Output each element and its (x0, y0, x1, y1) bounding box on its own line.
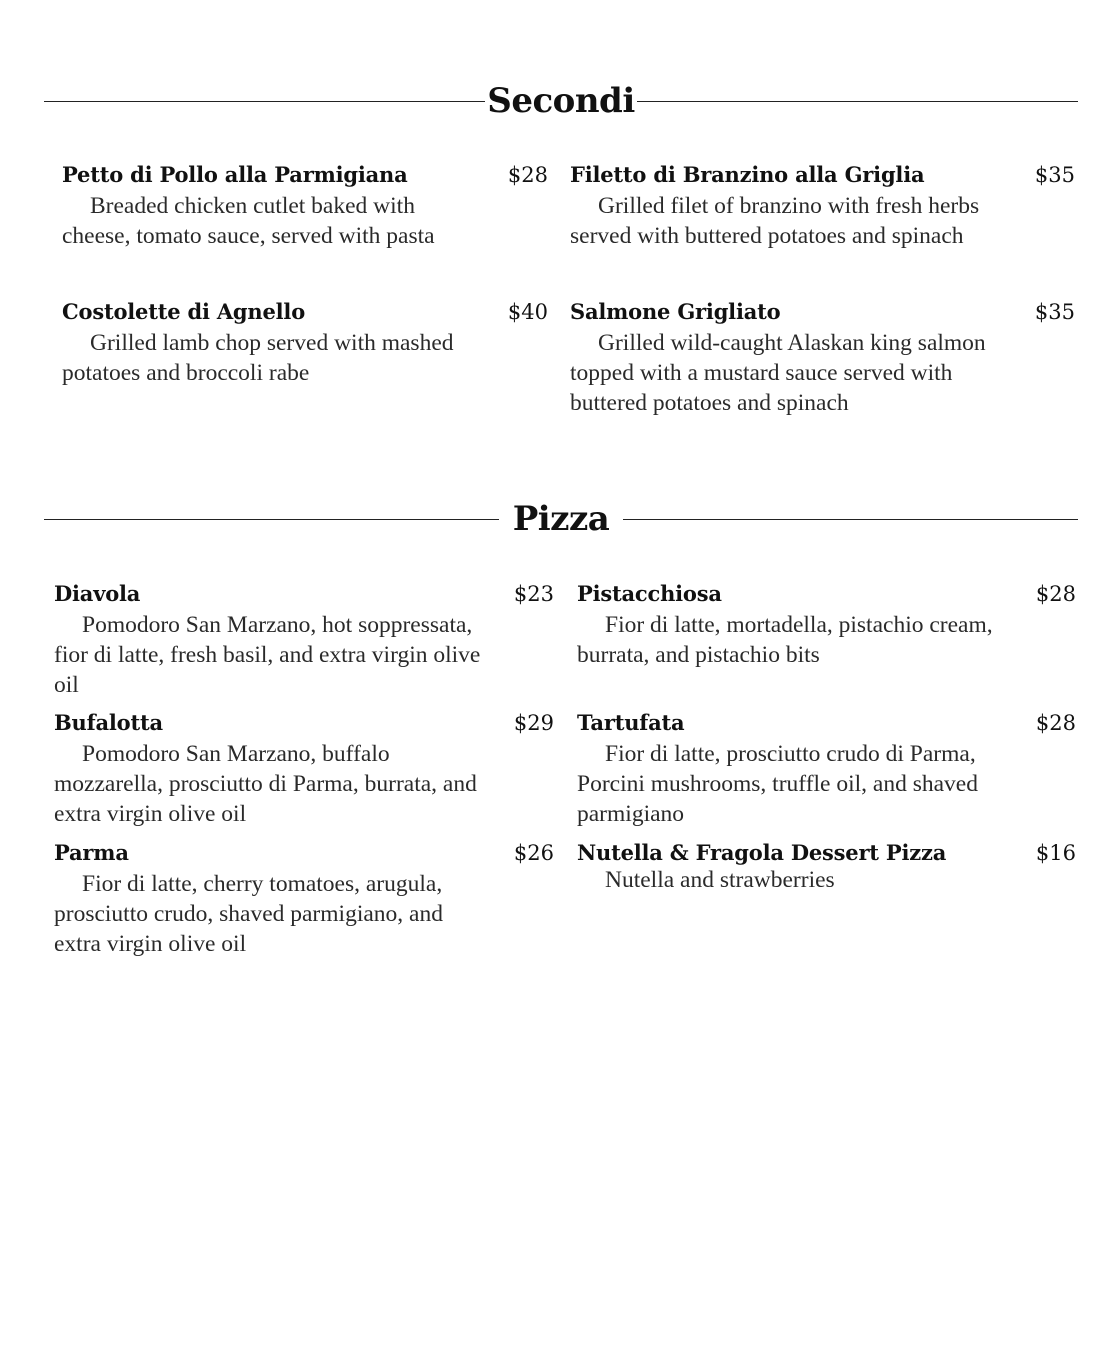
item-description: Grilled filet of branzino with fresh herbs served with buttered potatoes and spinach (570, 193, 980, 249)
item-description: Grilled lamb chop served with mashed potatoes and broccoli rabe (62, 330, 454, 386)
heading-rule-right (623, 519, 1078, 520)
item-description: Pomodoro San Marzano, hot soppressata, fior di latte, fresh basil, and extra virgin olive oil (54, 612, 481, 698)
item-name: Pistacchiosa (577, 581, 722, 606)
section-title-pizza: Pizza (512, 499, 610, 539)
item-price: $16 (1035, 841, 1076, 865)
menu-item (54, 710, 554, 829)
item-price: $35 (1034, 163, 1075, 187)
item-price: $40 (507, 300, 548, 324)
section-title-secondi: Secondi (487, 81, 635, 121)
pizza-heading (44, 499, 1078, 539)
secondi-heading (44, 81, 1078, 121)
menu-item (577, 581, 1076, 670)
menu-item (62, 162, 548, 251)
item-description: Breaded chicken cutlet baked with cheese, tomato sauce, served with pasta (62, 193, 435, 249)
menu-item (577, 840, 1076, 895)
menu-item (62, 299, 548, 388)
heading-rule-left (44, 101, 485, 102)
item-name: Diavola (54, 581, 141, 606)
item-price: $28 (507, 163, 548, 187)
item-price: $26 (513, 841, 554, 865)
item-price: $23 (513, 582, 554, 606)
item-name: Parma (54, 840, 129, 865)
item-description: Fior di latte, cherry tomatoes, arugula, prosciutto crudo, shaved parmigiano, and extra virgin olive oil (54, 871, 443, 957)
item-name: Nutella & Fragola Dessert Pizza (577, 840, 947, 865)
item-price: $28 (1035, 582, 1076, 606)
item-name: Petto di Pollo alla Parmigiana (62, 162, 408, 187)
menu-item (570, 299, 1075, 418)
item-description: Nutella and strawberries (605, 867, 835, 893)
item-price: $28 (1035, 711, 1076, 735)
menu-item (54, 581, 554, 700)
menu-item (54, 840, 554, 959)
item-price: $35 (1034, 300, 1075, 324)
item-description: Fior di latte, mortadella, pistachio cream, burrata, and pistachio bits (577, 612, 993, 668)
menu-item (577, 710, 1076, 829)
item-name: Filetto di Branzino alla Griglia (570, 162, 925, 187)
heading-rule-left (44, 519, 499, 520)
item-description: Grilled wild-caught Alaskan king salmon topped with a mustard sauce served with buttered potatoes and spinach (570, 330, 986, 416)
item-price: $29 (513, 711, 554, 735)
item-description: Fior di latte, prosciutto crudo di Parma, Porcini mushrooms, truffle oil, and shaved parmigiano (577, 741, 978, 827)
heading-rule-right (637, 101, 1078, 102)
item-name: Costolette di Agnello (62, 299, 306, 324)
item-description: Pomodoro San Marzano, buffalo mozzarella, prosciutto di Parma, burrata, and extra virgin olive oil (54, 741, 477, 827)
menu-item (570, 162, 1075, 251)
item-name: Tartufata (577, 710, 685, 735)
item-name: Salmone Grigliato (570, 299, 781, 324)
item-name: Bufalotta (54, 710, 163, 735)
